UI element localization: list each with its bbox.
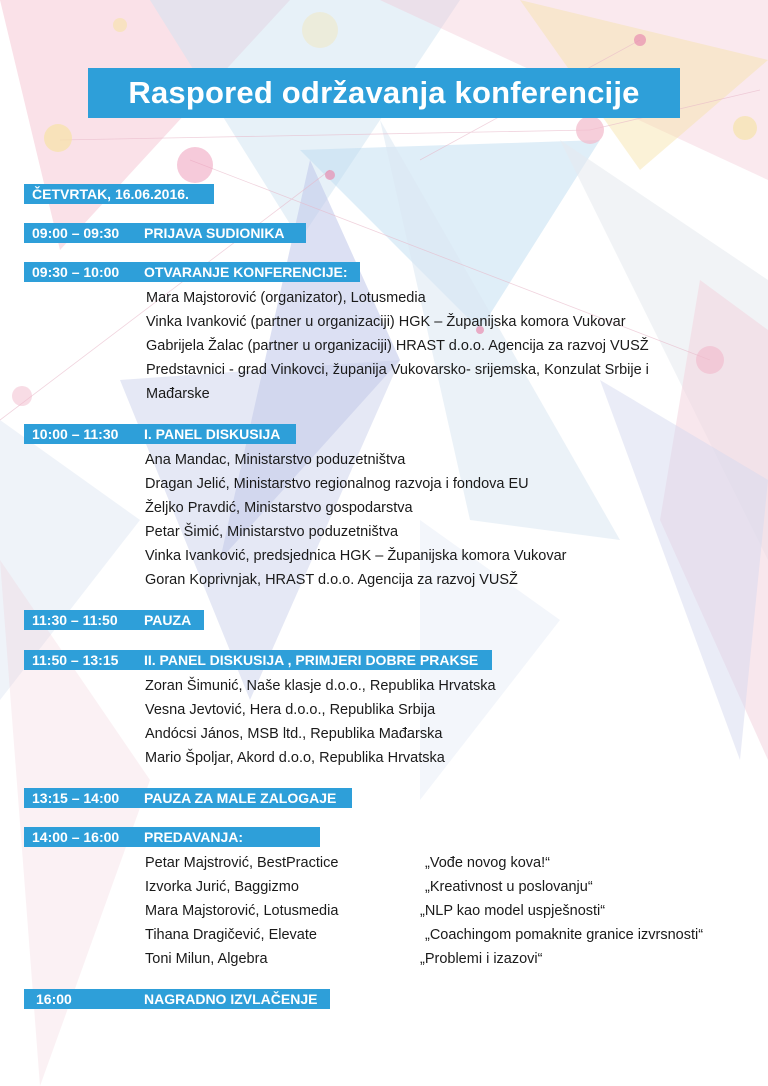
talk-speaker: Toni Milun, Algebra xyxy=(145,951,268,967)
list-item: Andócsi János, MSB ltd., Republika Mađarska xyxy=(145,726,443,742)
talk-topic: „Vođe novog kova!“ xyxy=(425,855,550,871)
list-item: Željko Pravdić, Ministarstvo gospodarstva xyxy=(145,500,413,516)
session-label: I. PANEL DISKUSIJA xyxy=(144,426,281,442)
session-label: PREDAVANJA: xyxy=(144,829,244,845)
list-item: Predstavnici - grad Vinkovci, županija Vukovarsko- srijemska, Konzulat Srbije i xyxy=(146,362,649,378)
list-item: Mara Majstorović (organizator), Lotusmedia xyxy=(146,290,426,306)
talk-topic: „NLP kao model uspješnosti“ xyxy=(420,903,606,919)
talk-speaker: Petar Majstrović, BestPractice xyxy=(145,855,339,871)
session-time: 09:00 – 09:30 xyxy=(32,225,120,241)
session-label: OTVARANJE KONFERENCIJE: xyxy=(144,264,348,280)
list-item: Vinka Ivanković (partner u organizaciji) HGK – Županijska komora Vukovar xyxy=(146,314,626,330)
talk-speaker: Tihana Dragičević, Elevate xyxy=(145,927,317,943)
talk-speaker: Mara Majstorović, Lotusmedia xyxy=(145,903,339,919)
talk-speaker: Izvorka Jurić, Baggizmo xyxy=(145,879,299,895)
date-label: ČETVRTAK, 16.06.2016. xyxy=(32,186,189,202)
list-item: Vinka Ivanković, predsjednica HGK – Županijska komora Vukovar xyxy=(145,548,567,564)
talk-topic: „Coachingom pomaknite granice izvrsnosti“ xyxy=(425,927,704,943)
session-label: NAGRADNO IZVLAČENJE xyxy=(144,991,318,1007)
session-label: II. PANEL DISKUSIJA , PRIMJERI DOBRE PRAKSE xyxy=(144,652,479,668)
session-time: 11:50 – 13:15 xyxy=(32,652,119,668)
session-bar-opening xyxy=(24,262,360,282)
talk-topic: „Problemi i izazovi“ xyxy=(420,951,543,967)
session-time: 14:00 – 16:00 xyxy=(32,829,120,845)
session-label: PAUZA ZA MALE ZALOGAJE xyxy=(144,790,337,806)
session-bar-prize-draw xyxy=(24,989,330,1009)
list-item: Petar Šimić, Ministarstvo poduzetništva xyxy=(145,524,399,540)
session-bar-registration xyxy=(24,223,306,243)
session-time: 10:00 – 11:30 xyxy=(32,426,119,442)
list-item: Vesna Jevtović, Hera d.o.o., Republika Srbija xyxy=(145,702,436,718)
session-bar-lectures xyxy=(24,827,320,847)
list-item: Mađarske xyxy=(146,386,210,402)
session-bar-break xyxy=(24,610,204,630)
page-title: Raspored održavanja konferencije xyxy=(88,68,680,118)
list-item: Ana Mandac, Ministarstvo poduzetništva xyxy=(145,452,406,468)
session-bar-panel-1 xyxy=(24,424,296,444)
list-item: Goran Koprivnjak, HRAST d.o.o. Agencija za razvoj VUSŽ xyxy=(145,572,518,588)
session-label: PAUZA xyxy=(144,612,192,628)
list-item: Dragan Jelić, Ministarstvo regionalnog razvoja i fondova EU xyxy=(145,476,529,492)
session-time: 11:30 – 11:50 xyxy=(32,612,118,628)
session-time: 09:30 – 10:00 xyxy=(32,264,120,280)
date-bar xyxy=(24,184,214,204)
session-time: 16:00 xyxy=(36,991,72,1007)
talk-topic: „Kreativnost u poslovanju“ xyxy=(425,879,593,895)
session-bar-snack-break xyxy=(24,788,352,808)
session-time: 13:15 – 14:00 xyxy=(32,790,120,806)
list-item: Mario Špoljar, Akord d.o.o, Republika Hrvatska xyxy=(145,750,445,766)
list-item: Gabrijela Žalac (partner u organizaciji) HRAST d.o.o. Agencija za razvoj VUSŽ xyxy=(146,338,649,354)
session-label: PRIJAVA SUDIONIKA xyxy=(144,225,285,241)
list-item: Zoran Šimunić, Naše klasje d.o.o., Republika Hrvatska xyxy=(145,678,496,694)
session-bar-panel-2 xyxy=(24,650,492,670)
